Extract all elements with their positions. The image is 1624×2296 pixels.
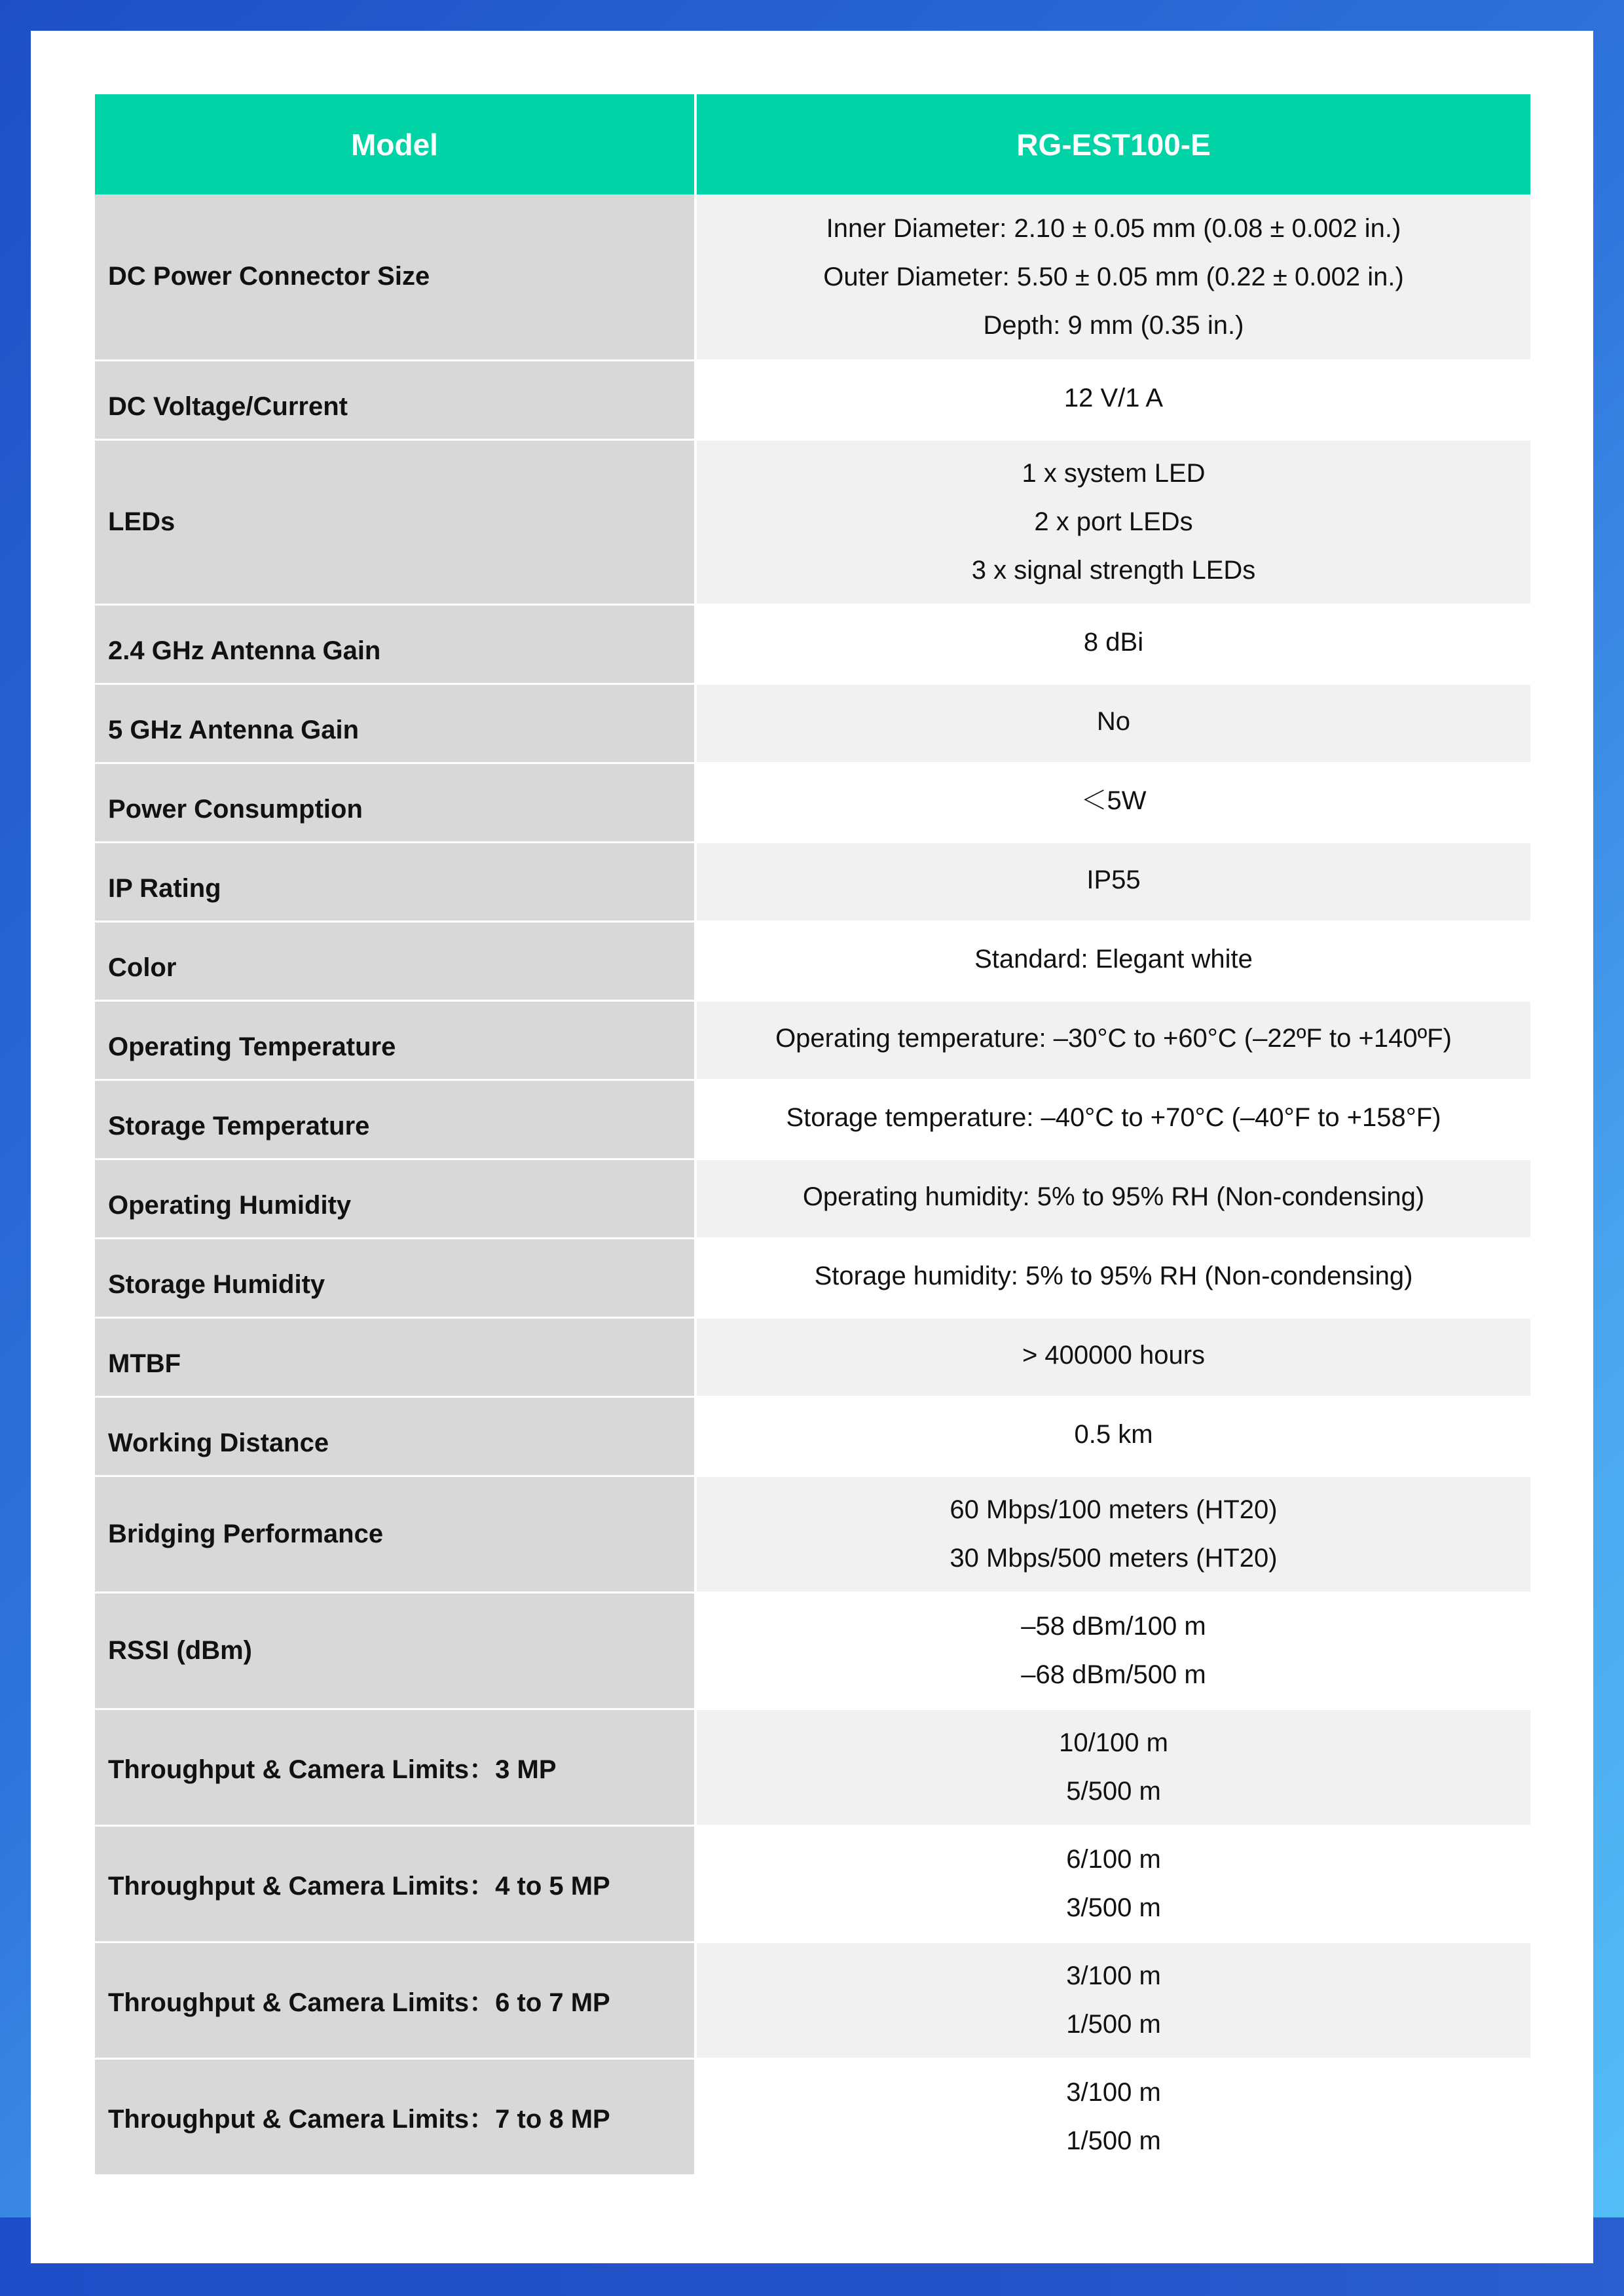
row-label: RSSI (dBm)	[95, 1592, 695, 1709]
spec-table	[95, 94, 1530, 2176]
table-row	[95, 1592, 1530, 1709]
table-row	[95, 1825, 1530, 1942]
row-value	[695, 2058, 1530, 2175]
spec-sheet-page	[31, 31, 1593, 2263]
row-value-line: 1 x system LED	[1022, 459, 1206, 488]
row-value-line: Operating temperature: –30°C to +60°C (–22ºF to +140ºF)	[775, 1023, 1452, 1053]
row-value-line: 3/500 m	[1066, 1893, 1161, 1922]
row-value	[695, 1825, 1530, 1942]
row-label: Operating Humidity	[95, 1159, 695, 1238]
table-row	[95, 1396, 1530, 1476]
header-model-label: Model	[95, 94, 695, 194]
table-row	[95, 1080, 1530, 1159]
row-value-line: 8 dBi	[1083, 627, 1144, 657]
row-value-line: Storage temperature: –40°C to +70°C (–40°F to +158°F)	[786, 1102, 1441, 1132]
row-label: Throughput & Camera Limits：7 to 8 MP	[95, 2058, 695, 2175]
row-value	[695, 683, 1530, 763]
row-label: Throughput & Camera Limits：6 to 7 MP	[95, 1942, 695, 2058]
table-row	[95, 1159, 1530, 1238]
row-label: Working Distance	[95, 1396, 695, 1476]
table-row	[95, 1476, 1530, 1592]
row-value-line: Depth: 9 mm (0.35 in.)	[983, 310, 1244, 340]
row-value	[695, 1592, 1530, 1709]
header-model-value: RG-EST100-E	[695, 94, 1530, 194]
row-value	[695, 1476, 1530, 1592]
row-value-line: 5/500 m	[1066, 1777, 1161, 1806]
table-row	[95, 763, 1530, 842]
row-value-line: 60 Mbps/100 meters (HT20)	[950, 1495, 1278, 1524]
row-label: Storage Humidity	[95, 1238, 695, 1317]
table-row	[95, 1238, 1530, 1317]
row-value	[695, 1080, 1530, 1159]
row-value-line: 1/500 m	[1066, 2010, 1161, 2039]
row-value-line: 3/100 m	[1066, 2078, 1161, 2107]
row-label: Storage Temperature	[95, 1080, 695, 1159]
row-label: Bridging Performance	[95, 1476, 695, 1592]
table-row	[95, 2058, 1530, 2175]
row-label: IP Rating	[95, 842, 695, 921]
table-row	[95, 439, 1530, 604]
table-row	[95, 604, 1530, 683]
row-value-line: Operating humidity: 5% to 95% RH (Non-condensing)	[802, 1182, 1425, 1211]
table-row	[95, 194, 1530, 360]
row-value	[695, 194, 1530, 360]
row-value-line: ＜5W	[1080, 786, 1147, 815]
row-value-line: 10/100 m	[1059, 1728, 1168, 1757]
row-value	[695, 1709, 1530, 1825]
row-label: MTBF	[95, 1317, 695, 1396]
row-value	[695, 842, 1530, 921]
table-row	[95, 842, 1530, 921]
row-value	[695, 1000, 1530, 1080]
table-row	[95, 1942, 1530, 2058]
table-row	[95, 921, 1530, 1000]
table-row	[95, 1317, 1530, 1396]
spec-table-body	[95, 194, 1530, 2175]
row-value	[695, 921, 1530, 1000]
row-value	[695, 1942, 1530, 2058]
row-value-line: 30 Mbps/500 meters (HT20)	[950, 1544, 1278, 1573]
row-value-line: > 400000 hours	[1022, 1340, 1206, 1370]
row-value-line: Standard: Elegant white	[974, 944, 1253, 974]
table-row	[95, 1000, 1530, 1080]
table-row	[95, 360, 1530, 439]
row-value-line: –68 dBm/500 m	[1021, 1660, 1206, 1689]
row-value-line: 3/100 m	[1066, 1961, 1161, 1990]
row-label: DC Power Connector Size	[95, 194, 695, 360]
row-label: 2.4 GHz Antenna Gain	[95, 604, 695, 683]
row-value	[695, 1238, 1530, 1317]
row-value-line: Outer Diameter: 5.50 ± 0.05 mm (0.22 ± 0.002 in.)	[823, 262, 1404, 291]
row-value-line: 2 x port LEDs	[1034, 507, 1193, 536]
row-value-line: IP55	[1086, 865, 1141, 894]
row-value-line: Inner Diameter: 2.10 ± 0.05 mm (0.08 ± 0.002 in.)	[826, 213, 1401, 243]
row-label: 5 GHz Antenna Gain	[95, 683, 695, 763]
table-row	[95, 1709, 1530, 1825]
table-row	[95, 683, 1530, 763]
row-label: LEDs	[95, 439, 695, 604]
spec-table-header	[95, 94, 1530, 194]
row-label: Throughput & Camera Limits：3 MP	[95, 1709, 695, 1825]
row-value	[695, 763, 1530, 842]
row-value-line: 0.5 km	[1074, 1419, 1153, 1449]
row-value	[695, 1396, 1530, 1476]
row-value	[695, 439, 1530, 604]
row-label: Operating Temperature	[95, 1000, 695, 1080]
row-value-line: 12 V/1 A	[1063, 383, 1164, 412]
row-value-line: –58 dBm/100 m	[1021, 1612, 1206, 1641]
row-label: Throughput & Camera Limits：4 to 5 MP	[95, 1825, 695, 1942]
row-value-line: No	[1096, 706, 1131, 736]
row-value	[695, 604, 1530, 683]
row-value	[695, 1159, 1530, 1238]
row-value	[695, 360, 1530, 439]
row-value-line: Storage humidity: 5% to 95% RH (Non-condensing)	[814, 1261, 1413, 1290]
row-value-line: 6/100 m	[1066, 1845, 1161, 1874]
row-label: Color	[95, 921, 695, 1000]
row-value-line: 1/500 m	[1066, 2126, 1161, 2155]
row-label: DC Voltage/Current	[95, 360, 695, 439]
row-value-line: 3 x signal strength LEDs	[971, 556, 1256, 585]
row-value	[695, 1317, 1530, 1396]
row-label: Power Consumption	[95, 763, 695, 842]
